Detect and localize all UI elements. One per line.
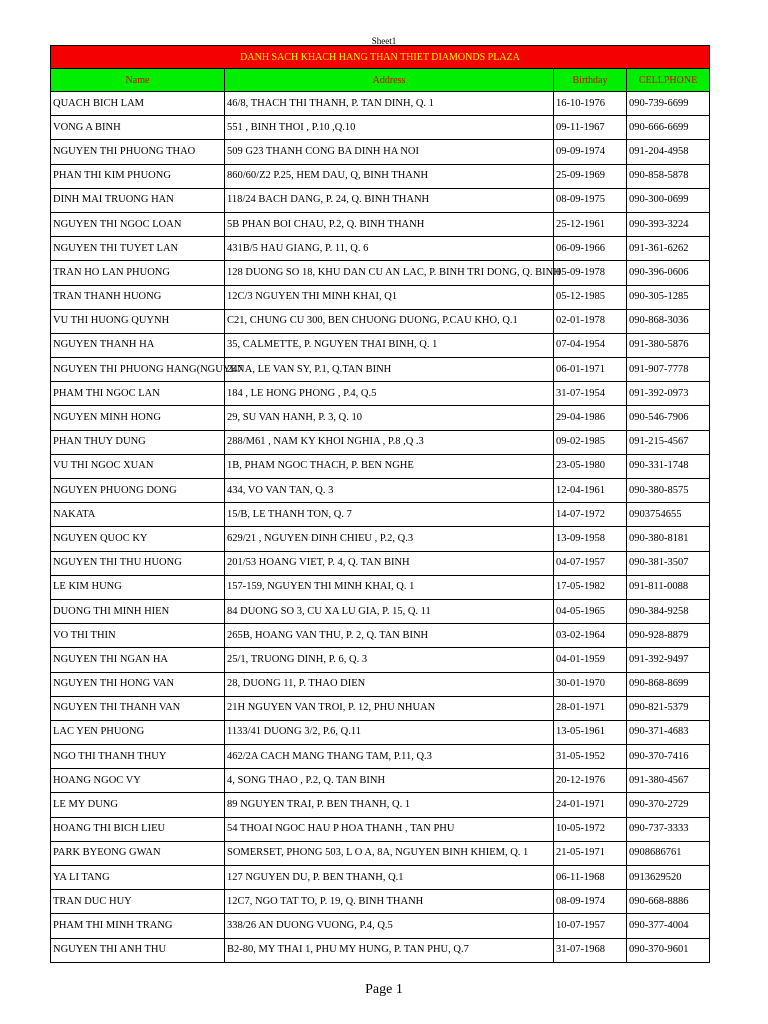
table-row [51, 188, 710, 212]
cell-cellphone: 090-384-9258 [627, 599, 710, 623]
table-row [51, 406, 710, 430]
cell-address: 551 , BINH THOI , P.10 ,Q.10 [225, 116, 554, 140]
table-row [51, 720, 710, 744]
cell-birthday: 13-05-1961 [554, 720, 627, 744]
cell-address: 184 , LE HONG PHONG , P.4, Q.5 [225, 382, 554, 406]
cell-cellphone: 090-739-6699 [627, 92, 710, 116]
cell-birthday: 25-12-1961 [554, 212, 627, 236]
cell-birthday: 02-01-1978 [554, 309, 627, 333]
cell-cellphone: 091-907-7778 [627, 358, 710, 382]
cell-birthday: 04-01-1959 [554, 648, 627, 672]
cell-name: LAC YEN PHUONG [51, 720, 225, 744]
table-title-row [51, 46, 710, 69]
cell-birthday: 10-05-1972 [554, 817, 627, 841]
cell-address: 127 NGUYEN DU, P. BEN THANH, Q.1 [225, 866, 554, 890]
cell-address: 84 DUONG SO 3, CU XA LU GIA, P. 15, Q. 11 [225, 599, 554, 623]
table-row [51, 285, 710, 309]
table-row [51, 769, 710, 793]
table-row [51, 92, 710, 116]
cell-birthday: 30-01-1970 [554, 672, 627, 696]
cell-cellphone: 090-737-3333 [627, 817, 710, 841]
cell-address: C21, CHUNG CU 300, BEN CHUONG DUONG, P.CAU KHO, Q.1 [225, 309, 554, 333]
cell-address: 46/8, THACH THI THANH, P. TAN DINH, Q. 1 [225, 92, 554, 116]
cell-address: 288/M61 , NAM KY KHOI NGHIA , P.8 ,Q .3 [225, 430, 554, 454]
cell-cellphone: 090-371-4683 [627, 720, 710, 744]
table-row [51, 430, 710, 454]
cell-birthday: 09-02-1985 [554, 430, 627, 454]
cell-birthday: 04-05-1965 [554, 599, 627, 623]
cell-name: NAKATA [51, 503, 225, 527]
table-row [51, 938, 710, 962]
cell-cellphone: 091-392-0973 [627, 382, 710, 406]
cell-address: 54 THOAI NGOC HAU P HOA THANH , TAN PHU [225, 817, 554, 841]
cell-address: 157-159, NGUYEN THI MINH KHAI, Q. 1 [225, 575, 554, 599]
table-row [51, 358, 710, 382]
cell-address: 431B/5 HAU GIANG, P. 11, Q. 6 [225, 237, 554, 261]
cell-cellphone: 090-331-1748 [627, 454, 710, 478]
cell-name: NGUYEN THI NGOC LOAN [51, 212, 225, 236]
table-row [51, 599, 710, 623]
table-body [51, 92, 710, 963]
header-birthday: Birthday [554, 69, 627, 92]
table-row [51, 116, 710, 140]
cell-birthday: 07-04-1954 [554, 333, 627, 357]
cell-address: 5B PHAN BOI CHAU, P.2, Q. BINH THANH [225, 212, 554, 236]
cell-name: LE KIM HUNG [51, 575, 225, 599]
cell-address: 12C7, NGO TAT TO, P. 19, Q. BINH THANH [225, 890, 554, 914]
cell-birthday: 05-12-1985 [554, 285, 627, 309]
cell-cellphone: 091-380-5876 [627, 333, 710, 357]
cell-birthday: 12-04-1961 [554, 479, 627, 503]
cell-name: NGUYEN THI THANH VAN [51, 696, 225, 720]
cell-birthday: 31-05-1952 [554, 745, 627, 769]
cell-birthday: 09-11-1967 [554, 116, 627, 140]
cell-cellphone: 091-215-4567 [627, 430, 710, 454]
cell-address: 12C/3 NGUYEN THI MINH KHAI, Q1 [225, 285, 554, 309]
cell-name: PHAM THI MINH TRANG [51, 914, 225, 938]
cell-birthday: 24-01-1971 [554, 793, 627, 817]
cell-birthday: 25-09-1969 [554, 164, 627, 188]
table-row [51, 696, 710, 720]
cell-name: YA LI TANG [51, 866, 225, 890]
table-row [51, 745, 710, 769]
cell-name: NGUYEN THI PHUONG HANG(NGUYEN [51, 358, 225, 382]
table-row [51, 793, 710, 817]
cell-address: 462/2A CACH MANG THANG TAM, P.11, Q.3 [225, 745, 554, 769]
cell-name: PHAN THI KIM PHUONG [51, 164, 225, 188]
table-row [51, 454, 710, 478]
cell-birthday: 05-09-1978 [554, 261, 627, 285]
cell-address: 265B, HOANG VAN THU, P. 2, Q. TAN BINH [225, 624, 554, 648]
cell-address: B2-80, MY THAI 1, PHU MY HUNG, P. TAN PHU, Q.7 [225, 938, 554, 962]
cell-cellphone: 091-811-0088 [627, 575, 710, 599]
cell-address: 118/24 BACH DANG, P. 24, Q. BINH THANH [225, 188, 554, 212]
cell-address: 128 DUONG SO 18, KHU DAN CU AN LAC, P. BINH TRI DONG, Q. BINH [225, 261, 554, 285]
table-row [51, 527, 710, 551]
cell-cellphone: 0913629520 [627, 866, 710, 890]
cell-cellphone: 090-370-9601 [627, 938, 710, 962]
header-name: Name [51, 69, 225, 92]
cell-name: VU THI NGOC XUAN [51, 454, 225, 478]
table-row [51, 164, 710, 188]
table-row [51, 212, 710, 236]
cell-address: 201/53 HOANG VIET, P. 4, Q. TAN BINH [225, 551, 554, 575]
table-row [51, 890, 710, 914]
cell-address: 15/B, LE THANH TON, Q. 7 [225, 503, 554, 527]
cell-address: 1B, PHAM NGOC THACH, P. BEN NGHE [225, 454, 554, 478]
cell-name: VU THI HUONG QUYNH [51, 309, 225, 333]
cell-address: 21H NGUYEN VAN TROI, P. 12, PHU NHUAN [225, 696, 554, 720]
cell-name: NGO THI THANH THUY [51, 745, 225, 769]
cell-birthday: 06-11-1968 [554, 866, 627, 890]
cell-birthday: 14-07-1972 [554, 503, 627, 527]
cell-name: PHAN THUY DUNG [51, 430, 225, 454]
cell-birthday: 06-09-1966 [554, 237, 627, 261]
table-row [51, 333, 710, 357]
cell-cellphone: 0903754655 [627, 503, 710, 527]
table-title: DANH SACH KHACH HANG THAN THIET DIAMONDS PLAZA [51, 46, 710, 69]
cell-cellphone: 090-666-6699 [627, 116, 710, 140]
table-row [51, 648, 710, 672]
cell-cellphone: 090-305-1285 [627, 285, 710, 309]
cell-name: VO THI THIN [51, 624, 225, 648]
cell-address: 338/26 AN DUONG VUONG, P.4, Q.5 [225, 914, 554, 938]
cell-cellphone: 090-380-8575 [627, 479, 710, 503]
cell-birthday: 09-09-1974 [554, 140, 627, 164]
cell-cellphone: 091-392-9497 [627, 648, 710, 672]
table-row [51, 624, 710, 648]
cell-cellphone: 090-377-4004 [627, 914, 710, 938]
cell-cellphone: 091-361-6262 [627, 237, 710, 261]
cell-name: HOANG NGOC VY [51, 769, 225, 793]
cell-address: 509 G23 THANH CONG BA DINH HA NOI [225, 140, 554, 164]
table-row [51, 237, 710, 261]
cell-cellphone: 090-868-3036 [627, 309, 710, 333]
cell-cellphone: 090-858-5878 [627, 164, 710, 188]
cell-birthday: 08-09-1974 [554, 890, 627, 914]
cell-cellphone: 090-668-8886 [627, 890, 710, 914]
cell-birthday: 21-05-1971 [554, 841, 627, 865]
table-row [51, 817, 710, 841]
header-address: Address [225, 69, 554, 92]
cell-name: NGUYEN THI TUYET LAN [51, 237, 225, 261]
cell-address: 1133/41 DUONG 3/2, P.6, Q.11 [225, 720, 554, 744]
table-row [51, 841, 710, 865]
cell-name: TRAN HO LAN PHUONG [51, 261, 225, 285]
cell-name: NGUYEN THANH HA [51, 333, 225, 357]
table-row [51, 382, 710, 406]
page-number: Page 1 [365, 982, 403, 997]
cell-cellphone: 090-370-2729 [627, 793, 710, 817]
header-cellphone: CELLPHONE [627, 69, 710, 92]
cell-cellphone: 090-546-7906 [627, 406, 710, 430]
cell-cellphone: 090-370-7416 [627, 745, 710, 769]
cell-name: TRAN THANH HUONG [51, 285, 225, 309]
table-row [51, 309, 710, 333]
cell-birthday: 04-07-1957 [554, 551, 627, 575]
table-row [51, 261, 710, 285]
cell-address: 89 NGUYEN TRAI, P. BEN THANH, Q. 1 [225, 793, 554, 817]
cell-birthday: 23-05-1980 [554, 454, 627, 478]
cell-address: 4, SONG THAO , P.2, Q. TAN BINH [225, 769, 554, 793]
table-row [51, 866, 710, 890]
cell-cellphone: 090-396-0606 [627, 261, 710, 285]
header-row [51, 69, 710, 92]
cell-name: NGUYEN THI PHUONG THAO [51, 140, 225, 164]
cell-birthday: 10-07-1957 [554, 914, 627, 938]
cell-cellphone: 090-381-3507 [627, 551, 710, 575]
cell-name: HOANG THI BICH LIEU [51, 817, 225, 841]
table-row [51, 914, 710, 938]
cell-cellphone: 090-380-8181 [627, 527, 710, 551]
cell-address: 247 A, LE VAN SY, P.1, Q.TAN BINH [225, 358, 554, 382]
cell-cellphone: 090-928-8879 [627, 624, 710, 648]
cell-address: 860/60/Z2 P.25, HEM DAU, Q, BINH THANH [225, 164, 554, 188]
cell-birthday: 16-10-1976 [554, 92, 627, 116]
sheet-label: Sheet1 [371, 36, 397, 46]
cell-name: QUACH BICH LAM [51, 92, 225, 116]
cell-address: 25/1, TRUONG DINH, P. 6, Q. 3 [225, 648, 554, 672]
table-row [51, 140, 710, 164]
cell-birthday: 31-07-1968 [554, 938, 627, 962]
cell-name: TRAN DUC HUY [51, 890, 225, 914]
table-row [51, 503, 710, 527]
table-row [51, 551, 710, 575]
cell-name: DUONG THI MINH HIEN [51, 599, 225, 623]
cell-name: VONG A BINH [51, 116, 225, 140]
cell-cellphone: 090-868-8699 [627, 672, 710, 696]
cell-cellphone: 091-380-4567 [627, 769, 710, 793]
table-row [51, 479, 710, 503]
cell-address: 29, SU VAN HANH, P. 3, Q. 10 [225, 406, 554, 430]
cell-birthday: 08-09-1975 [554, 188, 627, 212]
cell-address: 629/21 , NGUYEN DINH CHIEU , P.2, Q.3 [225, 527, 554, 551]
cell-name: PARK BYEONG GWAN [51, 841, 225, 865]
cell-birthday: 13-09-1958 [554, 527, 627, 551]
cell-cellphone: 091-204-4958 [627, 140, 710, 164]
table-row [51, 575, 710, 599]
cell-name: NGUYEN THI THU HUONG [51, 551, 225, 575]
cell-name: DINH MAI TRUONG HAN [51, 188, 225, 212]
cell-name: LE MY DUNG [51, 793, 225, 817]
table-row [51, 672, 710, 696]
cell-name: NGUYEN PHUONG DONG [51, 479, 225, 503]
cell-name: PHAM THI NGOC LAN [51, 382, 225, 406]
cell-name: NGUYEN THI HONG VAN [51, 672, 225, 696]
cell-cellphone: 090-821-5379 [627, 696, 710, 720]
cell-name: NGUYEN THI ANH THU [51, 938, 225, 962]
cell-birthday: 29-04-1986 [554, 406, 627, 430]
cell-birthday: 17-05-1982 [554, 575, 627, 599]
cell-name: NGUYEN MINH HONG [51, 406, 225, 430]
cell-birthday: 20-12-1976 [554, 769, 627, 793]
cell-address: 35, CALMETTE, P. NGUYEN THAI BINH, Q. 1 [225, 333, 554, 357]
cell-address: 434, VO VAN TAN, Q. 3 [225, 479, 554, 503]
cell-birthday: 03-02-1964 [554, 624, 627, 648]
cell-name: NGUYEN QUOC KY [51, 527, 225, 551]
cell-name: NGUYEN THI NGAN HA [51, 648, 225, 672]
cell-cellphone: 090-300-0699 [627, 188, 710, 212]
cell-cellphone: 090-393-3224 [627, 212, 710, 236]
cell-address: SOMERSET, PHONG 503, L O A, 8A, NGUYEN BINH KHIEM, Q. 1 [225, 841, 554, 865]
cell-birthday: 06-01-1971 [554, 358, 627, 382]
cell-birthday: 31-07-1954 [554, 382, 627, 406]
customer-table [50, 45, 710, 963]
cell-birthday: 28-01-1971 [554, 696, 627, 720]
cell-address: 28, DUONG 11, P. THAO DIEN [225, 672, 554, 696]
cell-cellphone: 0908686761 [627, 841, 710, 865]
